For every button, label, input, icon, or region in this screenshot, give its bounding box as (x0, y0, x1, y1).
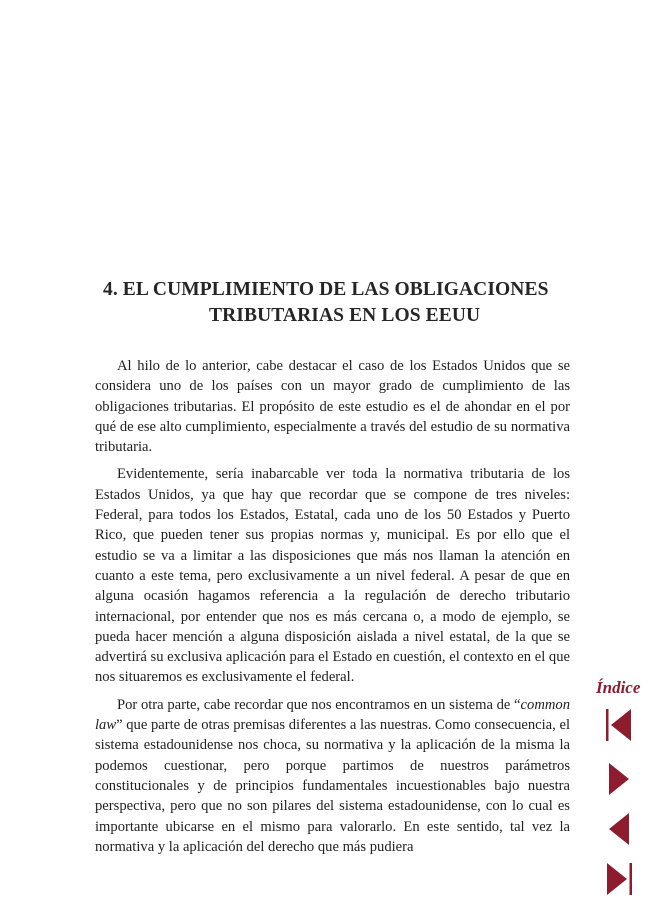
paragraph-3-text-end: ” que parte de otras premisas diferentes a las nuestras. Como consecuencia, el sistema estadounidense nos choca, su normativa y la aplicación de la misma la podemos cuestionar, pero porque partimos de nuestros parámetros constitucionales y de principios fundamentales incuestionables bajo nuestra perspectiva, pero que no son pilares del sistema estadounidense, con lo cual es importante ubicarse en el mismo para valorarlo. En este sentido, tal vez la normativa y la aplicación del derecho que más pudiera (95, 717, 570, 855)
paragraph-1: Al hilo de lo anterior, cabe destacar el caso de los Estados Unidos que se considera uno de los países con un mayor grado de cumplimiento de las obligaciones tributarias. El propósito de este estudio es el de ahondar en el por qué de ese alto cumplimiento, especialmente a través del estudio de su normativa tributaria. (95, 358, 570, 456)
paragraph-3-text-start: Por otra parte, cabe recordar que nos encontramos en un sistema de “ (117, 696, 521, 713)
section-heading-line-2: TRIBUTARIAS EN LOS EEUU (209, 305, 481, 326)
paragraph-3 (95, 695, 570, 857)
last-page-icon (604, 862, 634, 896)
next-page-button[interactable] (604, 762, 634, 796)
body-text (95, 356, 570, 864)
next-page-icon (604, 762, 634, 796)
section-heading (95, 277, 571, 329)
first-page-icon (604, 708, 634, 742)
section-heading-line-1: 4. EL CUMPLIMIENTO DE LAS OBLIGACIONES (103, 279, 549, 300)
previous-page-icon (604, 812, 634, 846)
paragraph-3-emphasis: common law (95, 696, 570, 734)
index-link[interactable]: Índice (596, 678, 641, 697)
previous-page-button[interactable] (604, 812, 634, 846)
last-page-button[interactable] (604, 862, 634, 896)
paragraph-2: Evidentemente, sería inabarcable ver toda la normativa tributaria de los Estados Unidos, ya que hay que recordar que se compone de tres niveles: Federal, para todos los Estados, Estatal, cada uno de los 50 Estados y Puerto Rico, que pueden tener sus propias normas y, municipal. Es por ello que el estudio se va a limitar a las disposiciones que más nos llaman la atención en cuanto a este tema, pero exclusivamente a un nivel federal. A pesar de que en alguna ocasión hagamos referencia a la regulación de derecho tributario internacional, por entender que nos es más cercana o, a modo de ejemplo, se pueda hacer mención a alguna disposición aislada a nivel estatal, de la que se advertirá su exclusiva aplicación para el Estado en cuestión, el contexto en el que nos situaremos es exclusivamente el federal. (95, 466, 570, 686)
first-page-button[interactable] (604, 708, 634, 742)
